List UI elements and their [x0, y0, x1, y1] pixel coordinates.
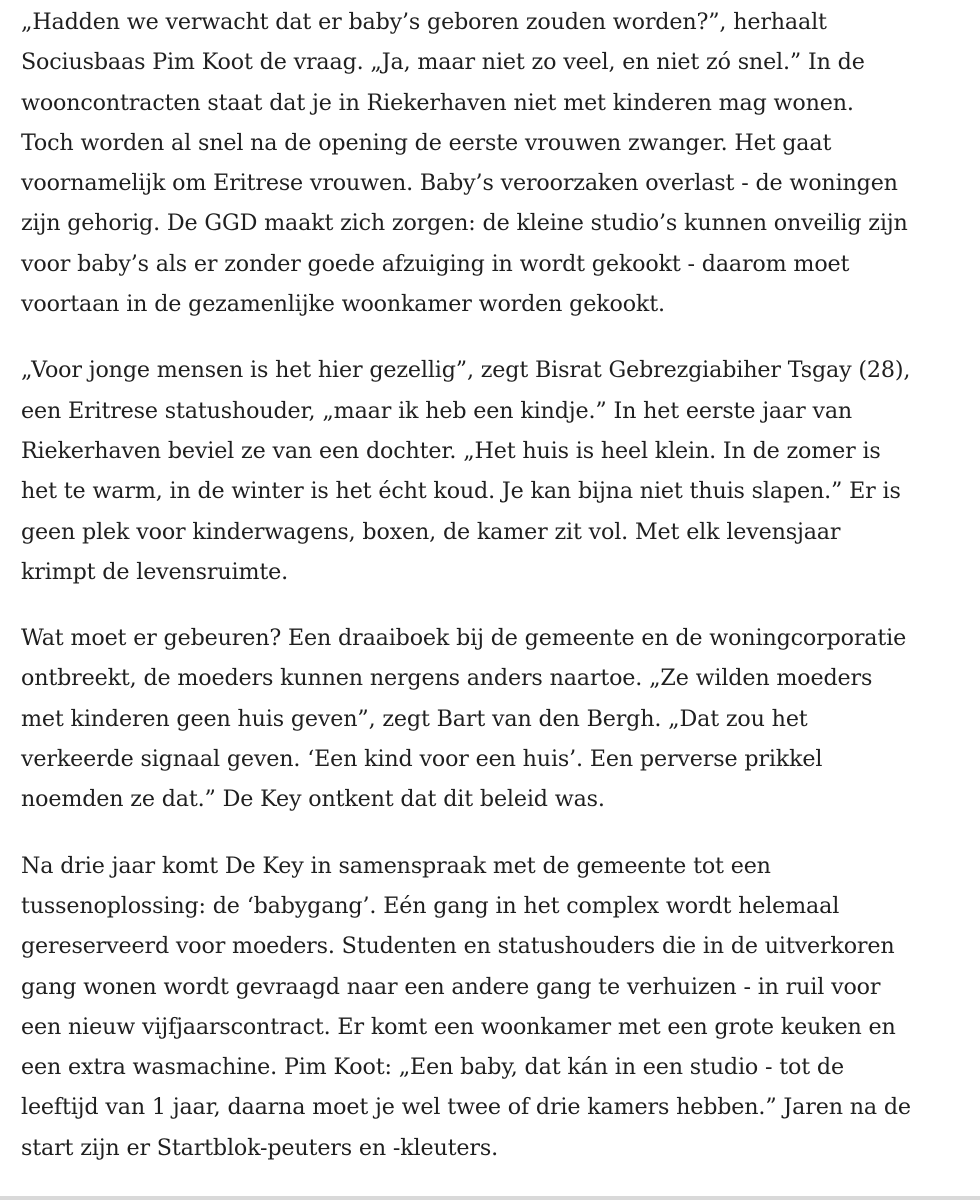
- text-line: gereserveerd voor moeders. Studenten en statushouders die in de uitverkoren: [21, 933, 895, 960]
- text-line: Na drie jaar komt De Key in samenspraak met de gemeente tot een: [21, 852, 771, 879]
- text-line: Riekerhaven beviel ze van een dochter. „Het huis is heel klein. In de zomer is: [21, 437, 881, 464]
- text-line: Sociusbaas Pim Koot de vraag. „Ja, maar niet zo veel, en niet zó snel.” In de: [21, 49, 865, 76]
- paragraph-2: [21, 350, 976, 592]
- text-line: voornamelijk om Eritrese vrouwen. Baby’s veroorzaken overlast - de woningen: [21, 170, 898, 197]
- text-line: voortaan in de gezamenlijke woonkamer worden gekookt.: [21, 291, 665, 318]
- text-line: zijn gehorig. De GGD maakt zich zorgen: de kleine studio’s kunnen onveilig zijn: [21, 210, 908, 237]
- text-line: voor baby’s als er zonder goede afzuiging in wordt gekookt - daarom moet: [21, 250, 850, 277]
- text-line: met kinderen geen huis geven”, zegt Bart van den Bergh. „Dat zou het: [21, 705, 808, 732]
- bottom-divider: [0, 1196, 980, 1200]
- text-line: gang wonen wordt gevraagd naar een andere gang te verhuizen - in ruil voor: [21, 973, 881, 1000]
- article-body: [21, 2, 976, 1194]
- paragraph-4: [21, 846, 976, 1168]
- text-line: leeftijd van 1 jaar, daarna moet je wel twee of drie kamers hebben.” Jaren na de: [21, 1094, 911, 1121]
- text-line: een nieuw vijfjaarscontract. Er komt een woonkamer met een grote keuken en: [21, 1013, 896, 1040]
- text-line: tussenoplossing: de ‘babygang’. Eén gang in het complex wordt helemaal: [21, 892, 840, 919]
- text-line: een Eritrese statushouder, „maar ik heb een kindje.” In het eerste jaar van: [21, 397, 853, 424]
- text-line: geen plek voor kinderwagens, boxen, de kamer zit vol. Met elk levensjaar: [21, 518, 841, 545]
- text-line: Wat moet er gebeuren? Een draaiboek bij de gemeente en de woningcorporatie: [21, 625, 907, 652]
- text-line: een extra wasmachine. Pim Koot: „Een baby, dat kán in een studio - tot de: [21, 1054, 844, 1081]
- text-line: start zijn er Startblok-peuters en -kleuters.: [21, 1134, 498, 1161]
- text-line: Toch worden al snel na de opening de eerste vrouwen zwanger. Het gaat: [21, 129, 832, 156]
- paragraph-1: [21, 2, 976, 324]
- paragraph-3: [21, 618, 976, 819]
- text-line: ontbreekt, de moeders kunnen nergens anders naartoe. „Ze wilden moeders: [21, 665, 873, 692]
- text-line: „Voor jonge mensen is het hier gezellig”, zegt Bisrat Gebrezgiabiher Tsgay (28),: [21, 357, 911, 384]
- text-line: het te warm, in de winter is het écht koud. Je kan bijna niet thuis slapen.” Er is: [21, 478, 901, 505]
- text-line: krimpt de levensruimte.: [21, 558, 288, 585]
- text-line: „Hadden we verwacht dat er baby’s geboren zouden worden?”, herhaalt: [21, 9, 827, 35]
- text-line: wooncontracten staat dat je in Riekerhaven niet met kinderen mag wonen.: [21, 89, 854, 116]
- text-line: verkeerde signaal geven. ‘Een kind voor een huis’. Een perverse prikkel: [21, 746, 823, 773]
- text-line: noemden ze dat.” De Key ontkent dat dit beleid was.: [21, 786, 605, 813]
